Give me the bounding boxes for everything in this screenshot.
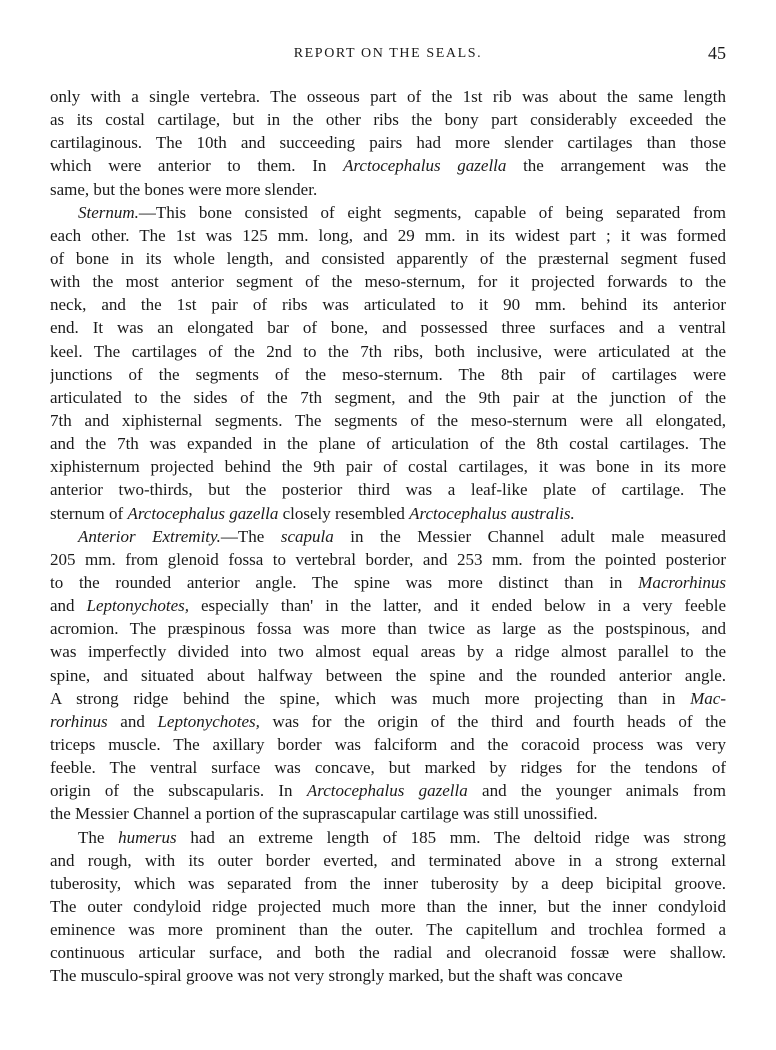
text-span: the arrangement was the xyxy=(506,156,726,176)
text-line xyxy=(50,316,726,339)
text-span: acromion. The præspinous fossa was more than twice as large as the postspinous, and xyxy=(50,619,726,639)
text-span: junctions of the segments of the meso-sternum. The 8th pair of cartilages were xyxy=(50,364,726,384)
text-line xyxy=(50,224,726,247)
paragraph xyxy=(50,826,726,988)
text-span: sternum of xyxy=(50,503,128,523)
text-line xyxy=(50,918,726,941)
text-span: cartilaginous. The 10th and succeeding pairs had more slender cartilages than those xyxy=(50,133,726,153)
text-line xyxy=(50,710,726,733)
text-span: The xyxy=(78,827,119,847)
text-span: neck, and the 1st pair of ribs was articulated to it 90 mm. behind its anterior xyxy=(50,295,726,315)
text-line xyxy=(50,687,726,710)
text-span: —The xyxy=(220,526,281,546)
text-span: continuous articular surface, and both the radial and olecranoid fossæ were shallow. xyxy=(50,943,726,963)
italic-text: Arctocephalus gazella xyxy=(343,156,507,176)
italic-text: Leptonychotes, xyxy=(86,596,189,616)
text-span: feeble. The ventral surface was concave, but marked by ridges for the tendons of xyxy=(50,758,726,778)
text-span: eminence was more prominent than the outer. The capitellum and trochlea formed a xyxy=(50,920,726,940)
italic-text: Mac- xyxy=(690,688,726,708)
text-span: —This bone consisted of eight segments, capable of being separated from xyxy=(138,202,726,222)
text-line xyxy=(50,664,726,687)
text-line xyxy=(50,779,726,802)
text-span: triceps muscle. The axillary border was falciform and the coracoid process was very xyxy=(50,734,726,754)
text-line xyxy=(50,340,726,363)
text-span: A strong ridge behind the spine, which was much more projecting than in xyxy=(50,688,691,708)
italic-text: Anterior Extremity. xyxy=(78,526,221,546)
text-line xyxy=(50,502,726,525)
text-line xyxy=(50,964,726,987)
text-span: which were anterior to them. In xyxy=(50,156,344,176)
text-span: and rough, with its outer border everted, and terminated above in a strong external xyxy=(50,850,726,870)
italic-text: Arctocephalus gazella xyxy=(127,503,279,523)
text-span: The musculo-spiral groove was not very strongly marked, but the shaft was concave xyxy=(50,966,623,986)
text-span: in the Messier Channel adult male measured xyxy=(333,526,726,546)
text-span: origin of the subscapularis. In xyxy=(50,781,307,801)
text-span: each other. The 1st was 125 mm. long, and 29 mm. in its widest part ; it was formed xyxy=(50,225,726,245)
text-line xyxy=(50,525,726,548)
text-line xyxy=(50,571,726,594)
text-span: tuberosity, which was separated from the inner tuberosity by a deep bicipital groove. xyxy=(50,873,726,893)
text-line xyxy=(50,640,726,663)
text-line xyxy=(50,270,726,293)
text-span: closely resembled xyxy=(278,503,410,523)
paragraph xyxy=(50,201,726,525)
text-span: and the younger animals from xyxy=(467,781,726,801)
text-line xyxy=(50,895,726,918)
text-line xyxy=(50,733,726,756)
text-line xyxy=(50,201,726,224)
text-line xyxy=(50,108,726,131)
page-header xyxy=(50,44,726,68)
text-span: only with a single vertebra. The osseous part of the 1st rib was about the same length xyxy=(50,87,726,106)
italic-text: humerus xyxy=(118,827,177,847)
text-line xyxy=(50,178,726,201)
text-line xyxy=(50,409,726,432)
text-line xyxy=(50,849,726,872)
text-span: was for the origin of the third and fourth heads of the xyxy=(259,711,726,731)
text-line xyxy=(50,432,726,455)
text-span: spine, and situated about halfway between the spine and the rounded anterior angle. xyxy=(50,665,726,685)
text-span: The outer condyloid ridge projected much more than the inner, but the inner condyloid xyxy=(50,896,726,916)
text-span: as its costal cartilage, but in the other ribs the bony part considerably exceeded the xyxy=(50,110,726,130)
italic-text: Macrorhinus xyxy=(638,572,726,592)
text-span: the Messier Channel a portion of the suprascapular cartilage was still unossified. xyxy=(50,804,598,824)
text-span: 205 mm. from glenoid fossa to vertebral border, and 253 mm. from the pointed posterior xyxy=(50,549,726,569)
italic-text: Leptonychotes, xyxy=(157,711,260,731)
text-span: same, but the bones were more slender. xyxy=(50,179,318,199)
text-line xyxy=(50,455,726,478)
italic-text: scapula xyxy=(280,526,334,546)
text-span: keel. The cartilages of the 2nd to the 7th ribs, both inclusive, were articulated at the xyxy=(50,341,726,361)
text-line xyxy=(50,131,726,154)
text-line xyxy=(50,872,726,895)
text-span: end. It was an elongated bar of bone, and possessed three surfaces and a ventral xyxy=(50,318,726,338)
text-line xyxy=(50,548,726,571)
text-span: had an extreme length of 185 mm. The deltoid ridge was strong xyxy=(176,827,726,847)
text-line xyxy=(50,154,726,177)
text-span: was imperfectly divided into two almost equal areas by a ridge almost parallel to the xyxy=(50,642,726,662)
text-span: to the rounded anterior angle. The spine was more distinct than in xyxy=(50,572,639,592)
page-number: 45 xyxy=(708,43,726,63)
text-line xyxy=(50,85,726,108)
text-line xyxy=(50,363,726,386)
text-line xyxy=(50,826,726,849)
italic-text: Sternum. xyxy=(78,202,139,222)
text-line xyxy=(50,247,726,270)
text-line xyxy=(50,941,726,964)
italic-text: Arctocephalus australis. xyxy=(409,503,575,523)
running-head: REPORT ON THE SEALS. xyxy=(293,46,483,61)
italic-text: Arctocephalus gazella xyxy=(306,781,468,801)
text-span: of bone in its whole length, and consisted apparently of the præsternal segment fused xyxy=(50,248,726,268)
text-span: and the 7th was expanded in the plane of articulation of the 8th costal cartilages. The xyxy=(50,434,726,454)
text-line xyxy=(50,617,726,640)
italic-text: rorhinus xyxy=(50,711,108,731)
text-span: 7th and xiphisternal segments. The segments of the meso-sternum were all elongated, xyxy=(50,410,726,430)
paragraph xyxy=(50,525,726,826)
text-span: and xyxy=(50,596,87,616)
text-line xyxy=(50,802,726,825)
text-span: articulated to the sides of the 7th segment, and the 9th pair at the junction of the xyxy=(50,387,726,407)
text-span: and xyxy=(107,711,158,731)
text-line xyxy=(50,594,726,617)
body-text xyxy=(50,85,726,987)
paragraph xyxy=(50,85,726,201)
text-line xyxy=(50,386,726,409)
text-span: anterior two-thirds, but the posterior third was a leaf-like plate of cartilage. The xyxy=(50,480,726,500)
text-span: with the most anterior segment of the meso-sternum, for it projected forwards to the xyxy=(50,272,726,292)
text-line xyxy=(50,293,726,316)
text-span: xiphisternum projected behind the 9th pair of costal cartilages, it was bone in its more xyxy=(50,457,726,477)
text-span: especially than' in the latter, and it ended below in a very feeble xyxy=(188,596,726,616)
text-line xyxy=(50,478,726,501)
text-line xyxy=(50,756,726,779)
